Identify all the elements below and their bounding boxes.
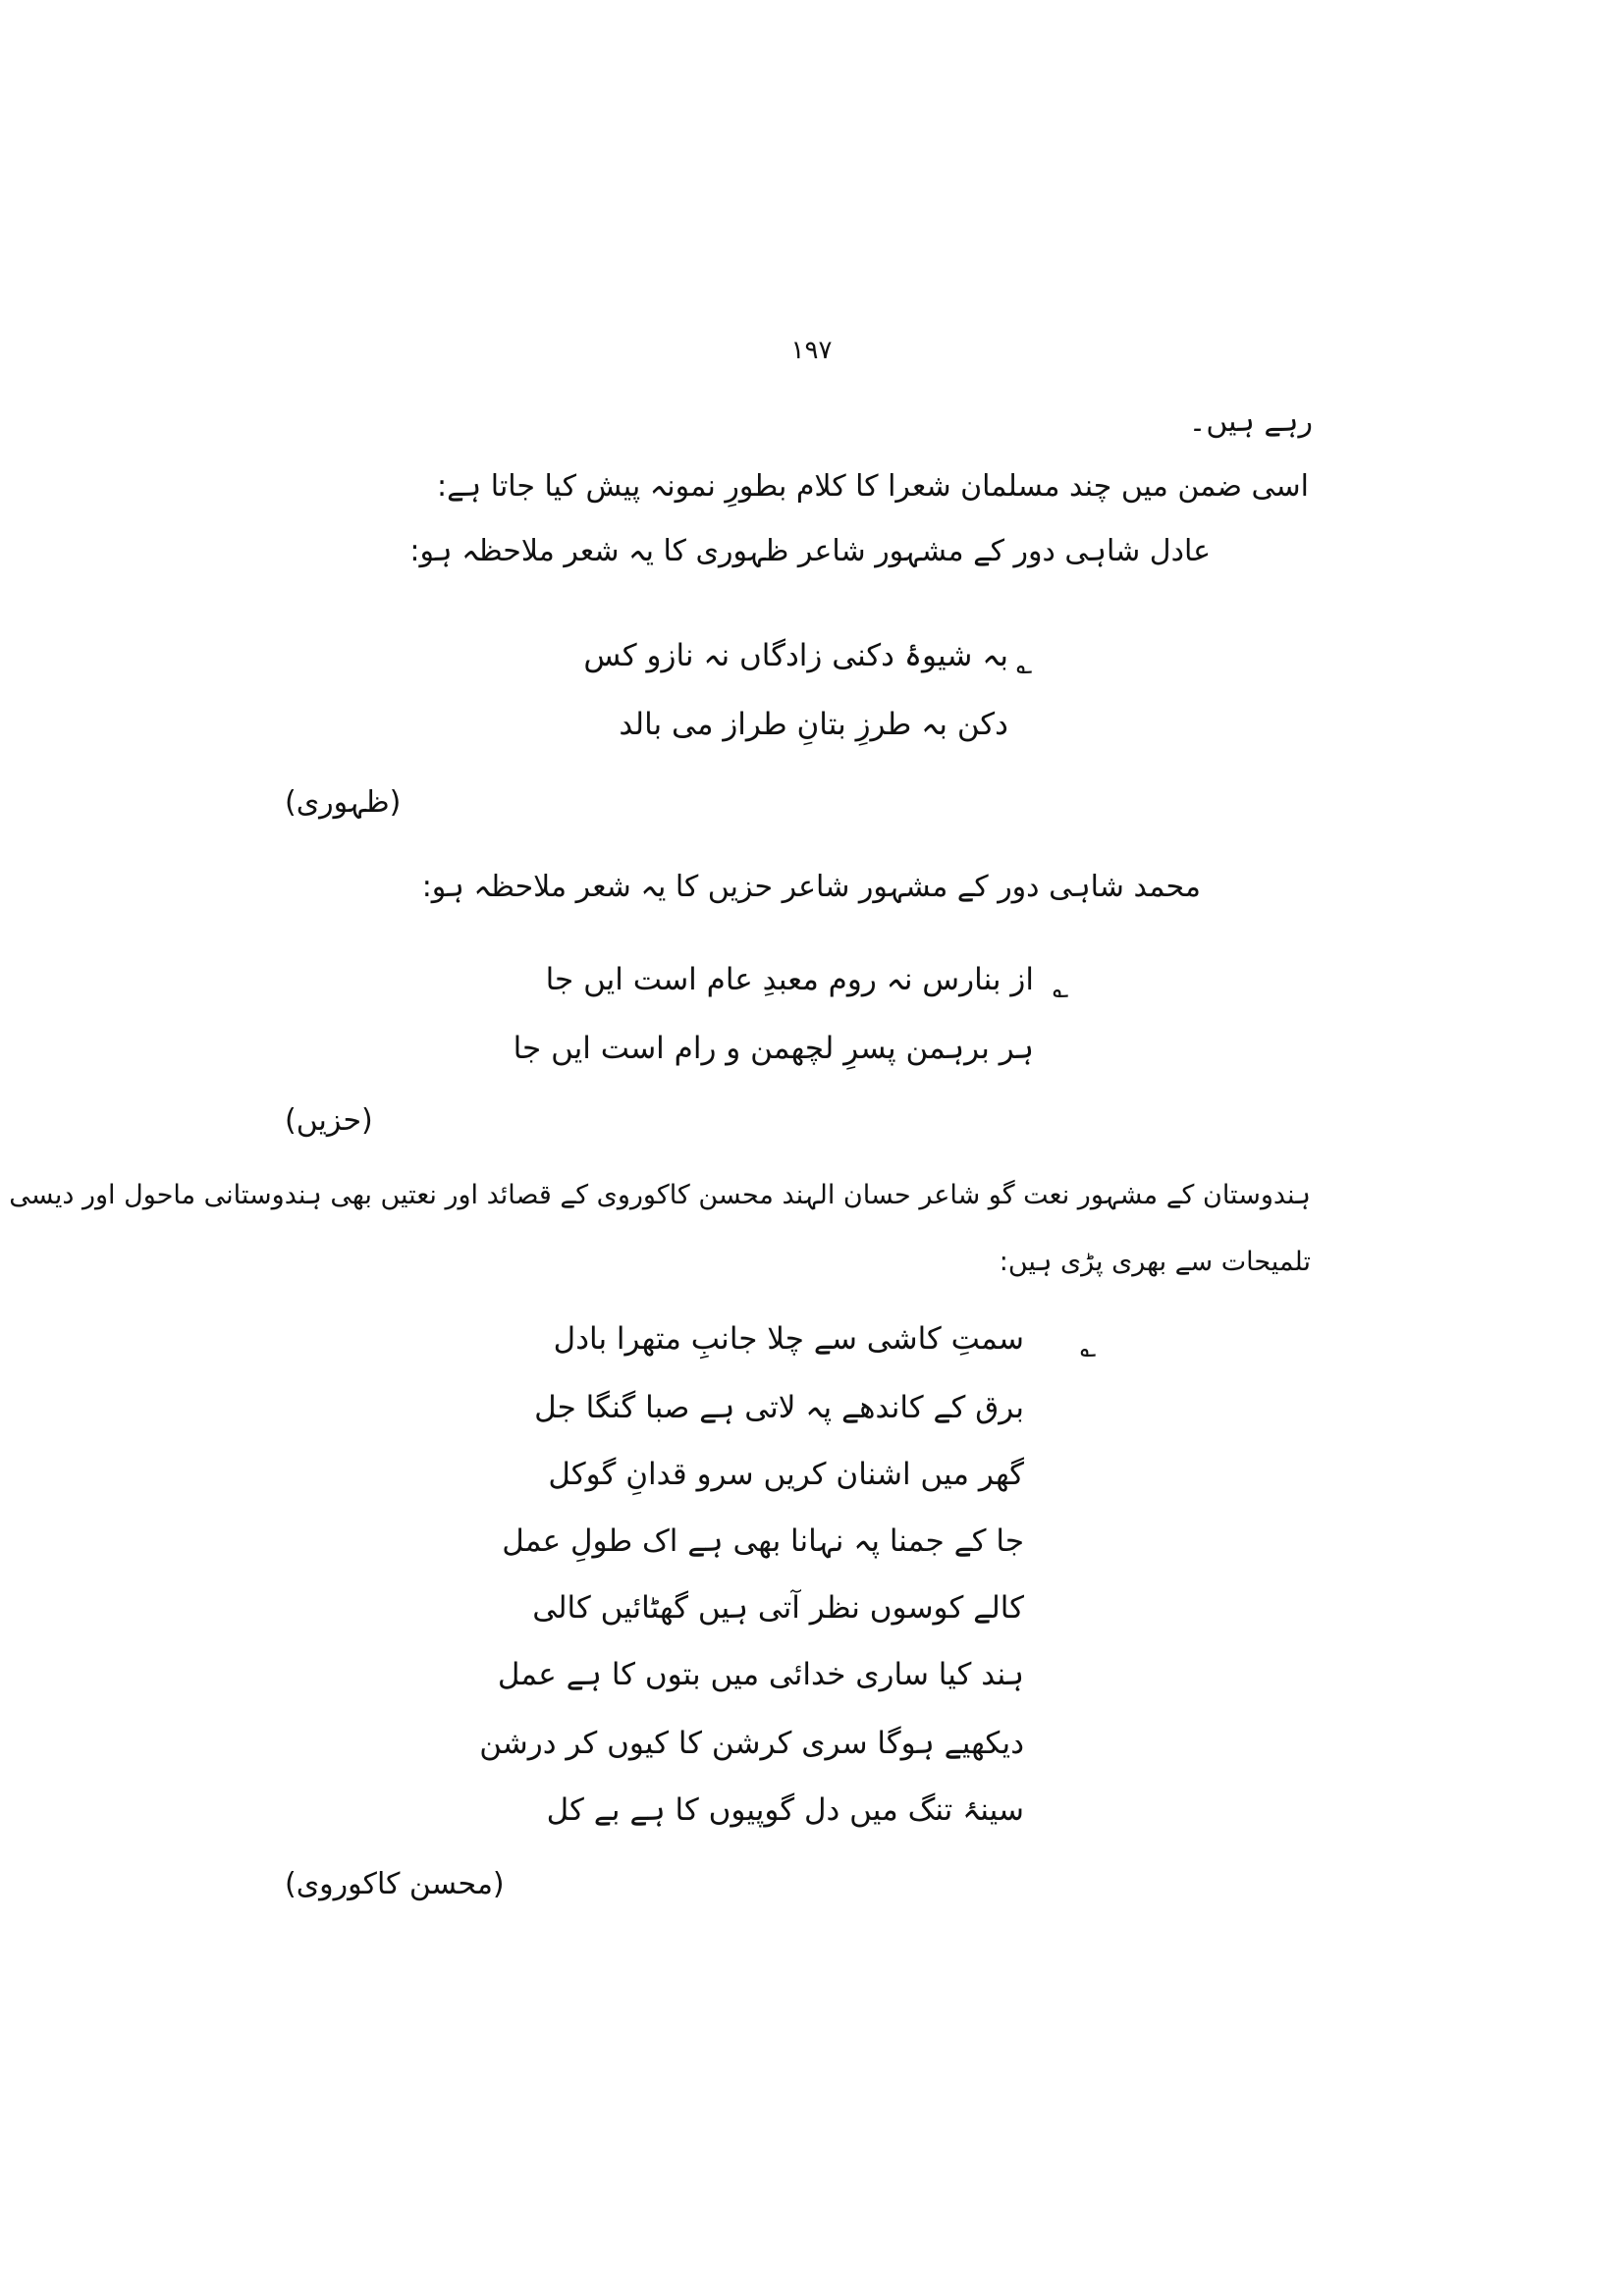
mohsin-verse-3: گھر میں اشنان کریں سرو قدانِ گوکل: [548, 1457, 1024, 1492]
mohsin-attribution: (محسن کاکوروی): [285, 1867, 505, 1901]
hazin-intro: محمد شاہی دور کے مشہور شاعر حزیں کا یہ شعر ملاحظہ ہو:: [421, 870, 1201, 904]
mohsin-verse-8: سینۂ تنگ میں دل گوپیوں کا ہے بے کل: [546, 1792, 1024, 1828]
mohsin-verse-2: برق کے کاندھے پہ لاتی ہے صبا گنگا جل: [534, 1390, 1024, 1425]
verse-marker: ؎: [1080, 1331, 1097, 1363]
mohsin-verse-1: سمتِ کاشی سے چلا جانبِ متھرا بادل: [553, 1321, 1024, 1357]
verse-marker: ؎: [1053, 972, 1069, 1004]
intro-end-line: رہے ہیں۔: [1188, 404, 1313, 439]
mohsin-verse-4: جا کے جمنا پہ نہانا بھی ہے اک طولِ عمل: [502, 1523, 1024, 1559]
verse-marker: ؎: [1016, 648, 1033, 680]
mohsin-intro-line-1: ہندوستان کے مشہور نعت گو شاعر حسان الہند محسن کاکوروی کے قصائد اور نعتیں بھی ہندوستانی ماحول اور دیسی: [9, 1180, 1311, 1210]
hazin-attribution: (حزیں): [285, 1103, 373, 1138]
hazin-verse-2: ہر برہمن پسرِ لچھمن و رام است ایں جا: [513, 1031, 1034, 1066]
mohsin-verse-6: ہند کیا ساری خدائی میں بتوں کا ہے عمل: [497, 1657, 1024, 1692]
zahoori-verse-1: بہ شیوۂ دکنی زادگاں نہ نازو کس: [583, 638, 1008, 673]
mohsin-verse-7: دیکھیے ہوگا سری کرشن کا کیوں کر درشن: [479, 1726, 1024, 1761]
intro-line: اسی ضمن میں چند مسلمان شعرا کا کلام بطورِ نمونہ پیش کیا جاتا ہے:: [437, 469, 1309, 504]
mohsin-verse-5: کالے کوسوں نظر آتی ہیں گھٹائیں کالی: [532, 1590, 1024, 1626]
hazin-verse-1: از بنارس نہ روم معبدِ عام است ایں جا: [545, 962, 1034, 997]
zahoori-verse-2: دکن بہ طرزِ بتانِ طراز می بالد: [619, 707, 1008, 742]
zahoori-intro: عادل شاہی دور کے مشہور شاعر ظہوری کا یہ شعر ملاحظہ ہو:: [409, 534, 1211, 568]
mohsin-intro-line-2: تلمیحات سے بھری پڑی ہیں:: [999, 1247, 1311, 1277]
zahoori-attribution: (ظہوری): [285, 785, 402, 820]
page-number: ۱۹۷: [790, 336, 833, 365]
